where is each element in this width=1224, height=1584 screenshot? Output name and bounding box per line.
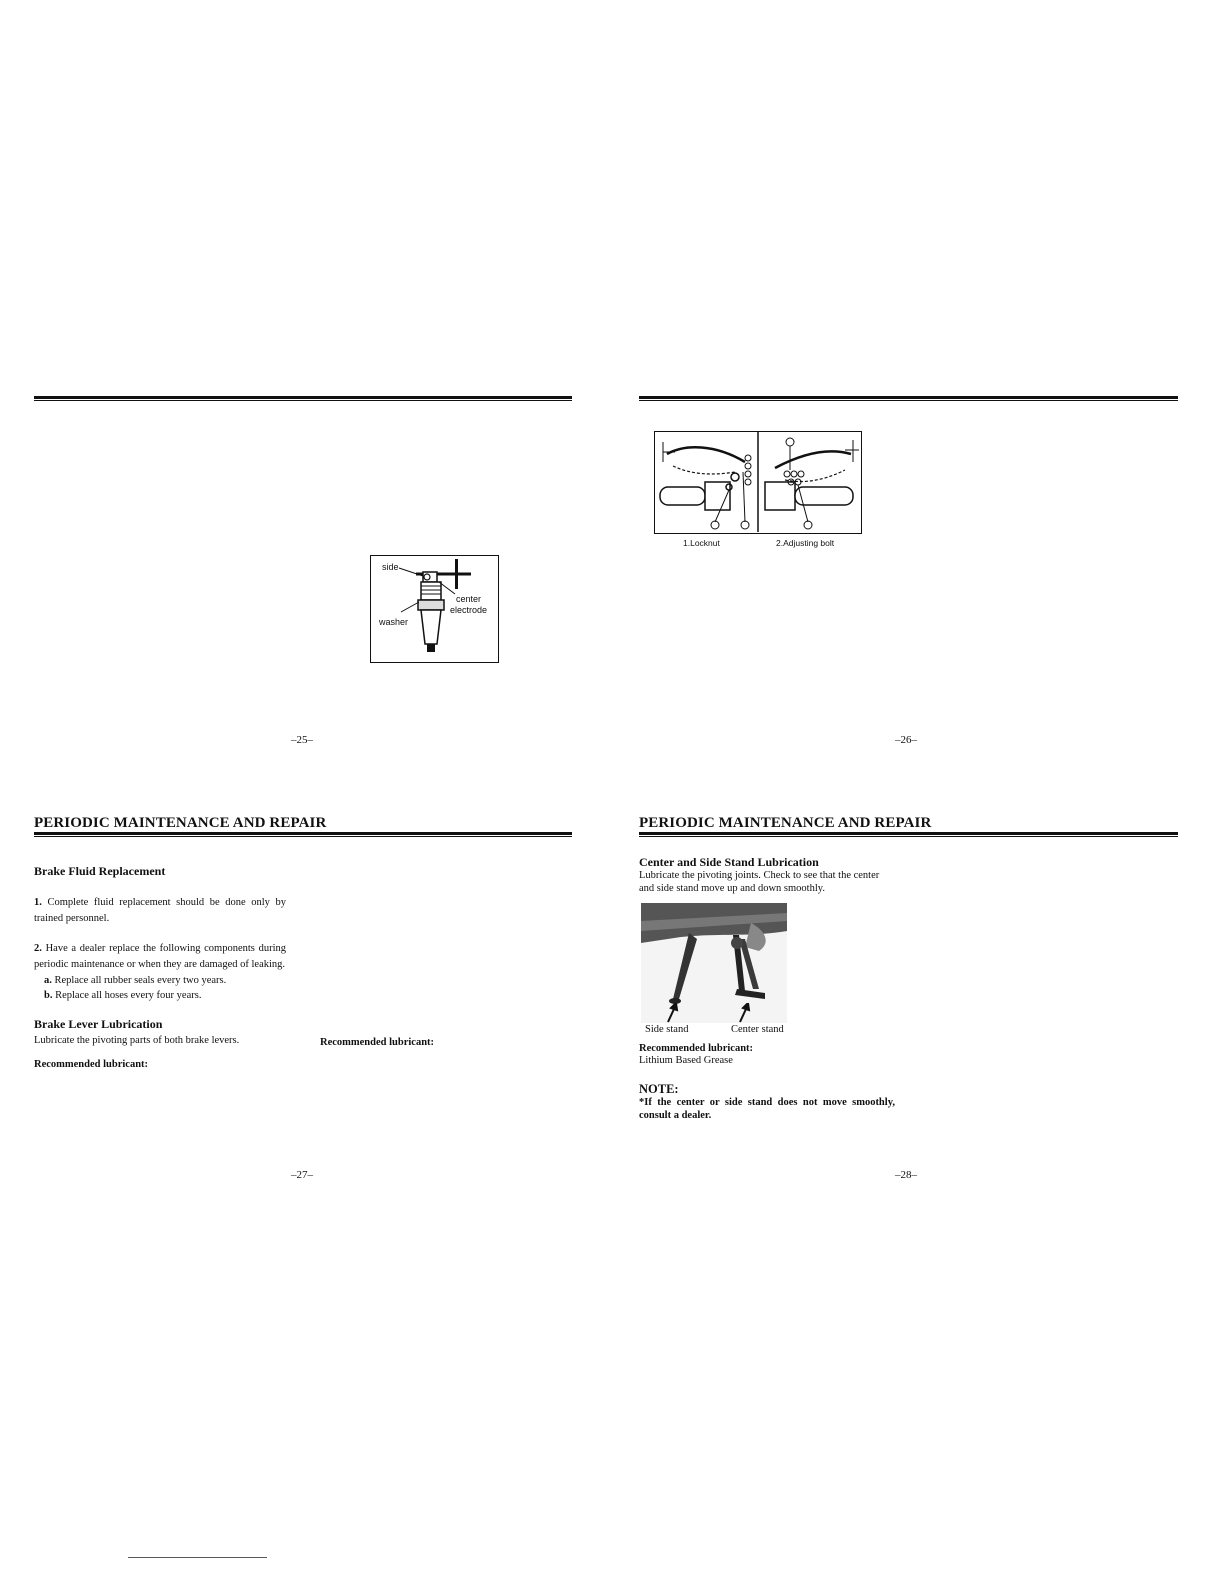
arrow-icon: [737, 1003, 751, 1023]
photo-label-center-stand: Center stand: [731, 1024, 784, 1035]
figure-label-center: center: [456, 594, 482, 604]
sub-a-label: a.: [44, 975, 52, 986]
page27-header-rule: [34, 832, 572, 837]
stand-photo-illustration: [641, 903, 787, 1023]
lubricant-name: Lithium Based Grease: [639, 1055, 733, 1066]
page-number-28: –28–: [895, 1169, 917, 1181]
item2-line2: periodic maintenance or when they are damaged of leaking.: [34, 959, 286, 970]
figure-label-washer: washer: [379, 617, 409, 627]
page28-section-header: PERIODIC MAINTENANCE AND REPAIR: [639, 815, 932, 831]
stand-text-line2: and side stand move up and down smoothly.: [639, 883, 825, 894]
link-underline: [128, 1557, 267, 1558]
sub-b-text: Replace all hoses every four years.: [55, 990, 202, 1001]
photo-label-side-stand: Side stand: [645, 1024, 689, 1035]
page-number-26: –26–: [895, 734, 917, 746]
item2-line1: [34, 941, 286, 957]
sub-item-b: [44, 988, 201, 1004]
sub-b-label: b.: [44, 990, 53, 1001]
brake-lever-illustration: [655, 432, 860, 532]
stand-text-line1: Lubricate the pivoting joints. Check to see that the center: [639, 870, 880, 881]
note-title: NOTE:: [639, 1082, 679, 1096]
sub-a-text: Replace all rubber seals every two years.: [54, 975, 227, 986]
page28-header-rule: [639, 832, 1178, 837]
figure-label-side: side: [382, 562, 399, 572]
page26-top-rule: [639, 396, 1178, 401]
sub-item-a: [44, 973, 226, 989]
arrow-icon: [665, 1003, 679, 1023]
spark-plug-figure: [370, 555, 499, 663]
item1-text: Complete fluid replacement should be done only by: [47, 897, 287, 908]
stand-photo: [641, 903, 787, 1023]
note-line2: consult a dealer.: [639, 1110, 712, 1121]
item2-text: Have a dealer replace the following components during: [45, 943, 286, 954]
page-number-25: –25–: [291, 734, 313, 746]
brake-fluid-title: Brake Fluid Replacement: [34, 864, 166, 878]
stand-lubrication-title: Center and Side Stand Lubrication: [639, 855, 819, 869]
page-number-27: –27–: [291, 1169, 313, 1181]
brake-lever-title: Brake Lever Lubrication: [34, 1017, 163, 1031]
caption-locknut: 1.Locknut: [683, 538, 720, 548]
caption-adjusting-bolt: 2.Adjusting bolt: [776, 538, 835, 548]
item1-num: 1.: [34, 897, 42, 908]
item1-line1: [34, 895, 286, 911]
recommended-lubricant-28: Recommended lubricant:: [639, 1043, 754, 1054]
item1-line2: trained personnel.: [34, 913, 110, 924]
recommended-lubricant-left: Recommended lubricant:: [34, 1059, 149, 1070]
brake-lever-text: Lubricate the pivoting parts of both brake levers.: [34, 1035, 240, 1046]
brake-lever-figure: [654, 431, 862, 534]
page27-section-header: PERIODIC MAINTENANCE AND REPAIR: [34, 815, 327, 831]
recommended-lubricant-right: Recommended lubricant:: [320, 1037, 435, 1048]
figure-label-electrode: electrode: [450, 605, 488, 615]
item2-num: 2.: [34, 943, 42, 954]
note-line1: *If the center or side stand does not move smoothly,: [639, 1097, 895, 1108]
page25-top-rule: [34, 396, 572, 401]
